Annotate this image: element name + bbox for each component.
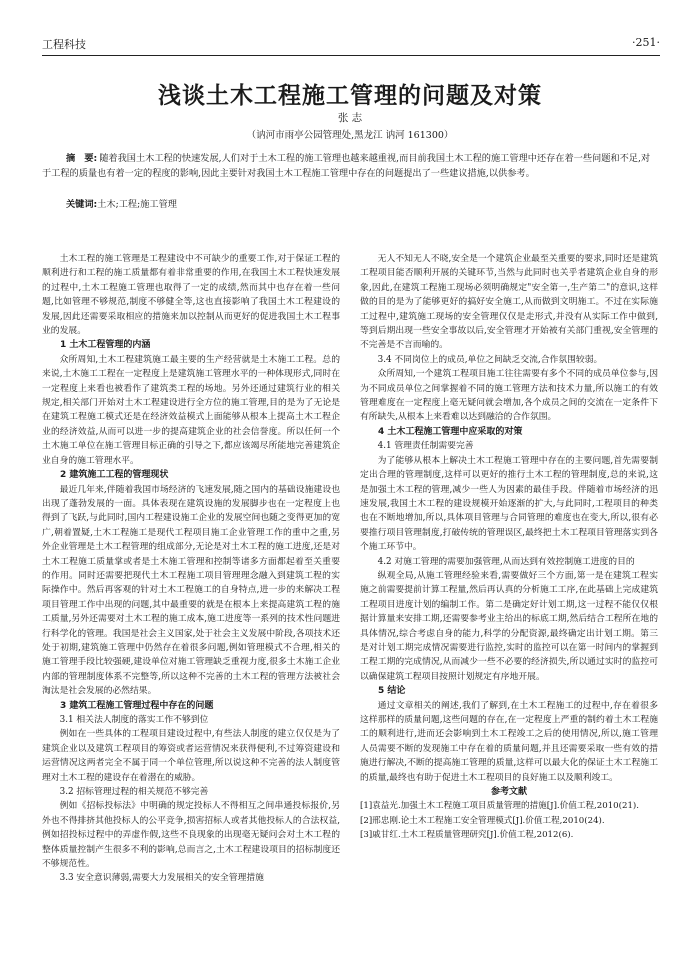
keywords (66, 196, 177, 210)
subsection-heading: 3.4 不同岗位上的成员,单位之间缺乏交流,合作氛围较弱。 (377, 354, 603, 365)
header-rule (42, 55, 660, 56)
paragraph: 众所周知,土木工程建筑施工最主要的生产经营就是土木施工工程。总的来说,土木施工工程在一定程度上是建筑施工管理水平的一种体现形式,同时在一定程度上来看也被看作了建筑类工程的场地。另外还通过建筑行业的相关规定,相关部门开始对土木工程建设进行全方位的施工管理,目的是为了无论是在建筑工程施工模式还是在经济效益模式上面能够从根本上提高土木工程企业的经济效益,从而可以进一步的提高建筑企业的社会信誉度。所以任何一个土木施工单位在施工管理目标正确的引导之下,都应该竭尽所能地完善建筑企业自身的施工管理水平。 (42, 354, 340, 466)
paragraph: 4.2 对施工管理的需要加强管理,从而达到有效控制施工进度的目的 (377, 556, 635, 567)
page-number: ·251· (632, 36, 660, 49)
abstract (42, 152, 658, 181)
abstract-text: 随着我国土木工程的快速发展,人们对于土木工程的施工管理也越来越重视,而目前我国土木工程的施工管理中还存在着一些问题和不足,对于工程的质量也有着一定的程度的影响,因此主要针对我国土木工程施工管理中存在的问题提出了一些建议措施,以供参考。 (42, 153, 651, 179)
section-heading: 5 结论 (378, 686, 406, 697)
article-title: 浅谈土木工程施工管理的问题及对策 (158, 83, 542, 109)
affiliation: （讷河市雨亭公园管理处,黑龙江 讷河 161300） (246, 130, 454, 141)
paragraph: 例如在一些具体的工程项目建设过程中,有些法人制度的建立仅仅是为了建筑企业以及建筑工程项目的筹资或者运营情况来获得便利,不过筹资建设和运营情况这两者完全不属于同一个单位管理,所以说这种不完善的法人制度管理对土木工程的建设存在着潜在的威胁。 (42, 729, 340, 783)
keywords-text: 土木;工程;施工管理 (97, 199, 177, 210)
paragraph: 例如《招标投标法》中明确的规定投标人不得相互之间串通投标报价,另外也不得排挤其他投标人的公平竞争,损害招标人或者其他投标人的合法权益,例如招投标过程中的弄虚作假,这些不良现象的出现毫无疑问会对土木工程的整体质量控制产生很多不利的影响,总而言之,土木工程建设项目的招标制度还不够规范性。 (42, 801, 340, 870)
paragraph: 土木工程的施工管理是工程建设中不可缺少的重要工作,对于保证工程的顺利进行和工程的施工质量都有着非常重要的作用,在我国土木工程快速发展的过程中,土木工程施工管理也取得了一定的成绩,然而其中也存在着一些问题,比如管理不够规范,制度不够健全等,这也直接影响了我国土木工程建设的发展,因此还需要采取相应的措施来加以控制从而更好的促进我国土木工程事业的发展。 (42, 254, 340, 337)
section-heading: 2 建筑施工工程的管理现状 (60, 470, 169, 481)
right-column (360, 252, 658, 843)
abstract-label: 摘 要: (66, 153, 98, 164)
section-heading: 1 土木工程管理的内涵 (60, 340, 151, 351)
left-column (42, 252, 340, 886)
journal-section: 工程科技 (42, 38, 86, 51)
paragraph: 通过文章相关的阐述,我们了解到,在土木工程施工的过程中,存在着很多这样那样的质量问题,这些问题的存在,在一定程度上严重的制约着土木工程施工的顺利进行,进而还会影响到土木工程竣工之后的使用情况,所以,施工管理人员需要不断的发现施工中存在着的质量问题,并且还需要采取一些有效的措施进行解决,不断的提高施工管理的质量,这样可以最大化的保证土木工程施工的质量,最终也有助于促进土木工程项目的良好施工以及顺利竣工。 (360, 700, 658, 783)
paragraph: 最近几年来,伴随着我国市场经济的飞速发展,随之国内的基础设施建设也出现了蓬勃发展的一面。具体表现在建筑设施的发展脚步也在一定程度上也得到了飞跃,与此同时,国内工程建设施工企业的发展空间也随之变得更加的宽广,朝着置疑,土木工程施工是现代工程项目施工企业管理工作的重中之重,另外企业管理是土木工程管理的组成部分,无论是对土木工程的施工进度,还是对土木工程施工质量掌或者是土木施工管理和控制等诸多方面都起着至关重要的作用。同时还需要把现代土木工程施工项目管理理念融入到建筑工程的实际操作中。然后再客观的针对土木工程施工的自身特点,进一步的来解决工程项目管理工作中出现的问题,其中最重要的就是在根本上来提高建筑工程的施工质量,另外还需要对土木工程的施工成本,施工进度等一系列的技术性问题进行科学化的管理。我国是社会主义国家,处于社会主义发展中阶段,各项技术还处于初期,建筑施工管理中仍然存在着很多问题,例如管理模式不合理,相关的施工管理手段比较强硬,建设单位对施工管理缺乏重视力度,很多土木施工企业内部的管理制度体系不完整等,所以这种不完善的土木工程的管理方法被社会淘汰是社会发展的必然结果。 (42, 484, 340, 697)
paragraph: 众所周知,一个建筑工程项目施工往往需要有多个不同的成员单位参与,因为不同成员单位之间掌握着不同的施工管理方法和技术力量,所以施工的有效管理难度在一定程度上毫无疑问就会增加,各个成员之间的交流在一定条件下有所缺失,从根本上来看难以达到融洽的合作氛围。 (360, 369, 658, 423)
author: 张 志 (337, 112, 363, 124)
keywords-label: 关键词: (66, 199, 98, 210)
subsection-heading: 3.2 招标管理过程的相关规范不够完善 (59, 787, 209, 798)
paragraph: 纵观全局,从施工管理经验来看,需要做好三个方面,第一是在建筑工程实施之前需要提前计算工程量,然后再认真的分析施工工序,在此基础上完成建筑工程项目进度计划的编制工作。第二是确定好计划工期,这一过程不能仅仅根据计算量来安排工期,还需要参考业主给出的标底工期,然后结合工程所在地的具体情况,综合考虑自身的能力,科学的分配资源,最终确定出计划工期。第三是对计划工期完成情况需要进行监控,实时的监控可以在第一时间内的掌握到工程工期的完成情况,从而减少一些不必要的经济损失,所以通过实时的监控可以确保建筑工程项目按照计划规定有序地开展。 (360, 570, 658, 682)
subsection-heading: 3.3 安全意识薄弱,需要大力发展相关的安全管理措施 (59, 873, 264, 884)
running-header (42, 36, 660, 52)
paragraph: 为了能够从根本上解决土木工程施工管理中存在的主要问题,首先需要制定出合理的管理制度,这样可以更好的推行土木工程的管理制度,总的来说,这是加强土木工程的管理,减少一些人为因素的最佳手段。伴随着市场经济的迅速发展,我国土木工程的建设规模开始逐渐的扩大,与此同时,工程项目的种类也在不断地增加,所以,具体项目管理与合同管理的难度也在变大,所以,很有必要推行项目管理制度,打破传统的管理误区,最终把土木工程项目管理落实到各个施工环节中。 (360, 455, 658, 553)
reference-item: [3]戚甘红.土木工程质量管理研究[J].价值工程,2012(6). (360, 830, 574, 841)
reference-item: [2]邢忠刚.论土木工程施工安全管理模式[J].价值工程,2010(24). (360, 815, 605, 826)
subsection-heading: 3.1 相关法人制度的落实工作不够到位 (59, 715, 209, 725)
references-heading: 参考文献 (490, 787, 527, 798)
reference-item: [1]袁益光.加强土木工程施工项目质量管理的措施[J].价值工程,2010(21). (360, 801, 640, 812)
section-heading: 3 建筑工程施工管理过程中存在的问题 (60, 700, 214, 711)
paragraph: 无人不知无人不晓,安全是一个建筑企业最至关重要的要求,同时还是建筑工程项目能否顺利开展的关键环节,当然与此同时也关乎者建筑企业自身的形象,因此,在建筑工程施工现场必须明确规定"安全第一,生产第二"的意识,这样做的目的是为了能够更好的搞好安全施工,从而做到文明施工。不过在实际施工过程中,建筑施工现场的安全管理仅仅是走形式,并没有从实际工作中做到,等到后期出现一些安全事故以后,安全管理才开始被有关部门重视,安全管理的不完善是不言而喻的。 (360, 254, 658, 351)
subsection-heading: 4.1 管理责任制需要完善 (377, 441, 474, 452)
section-heading: 4 土木工程施工管理中应采取的对策 (378, 426, 523, 437)
